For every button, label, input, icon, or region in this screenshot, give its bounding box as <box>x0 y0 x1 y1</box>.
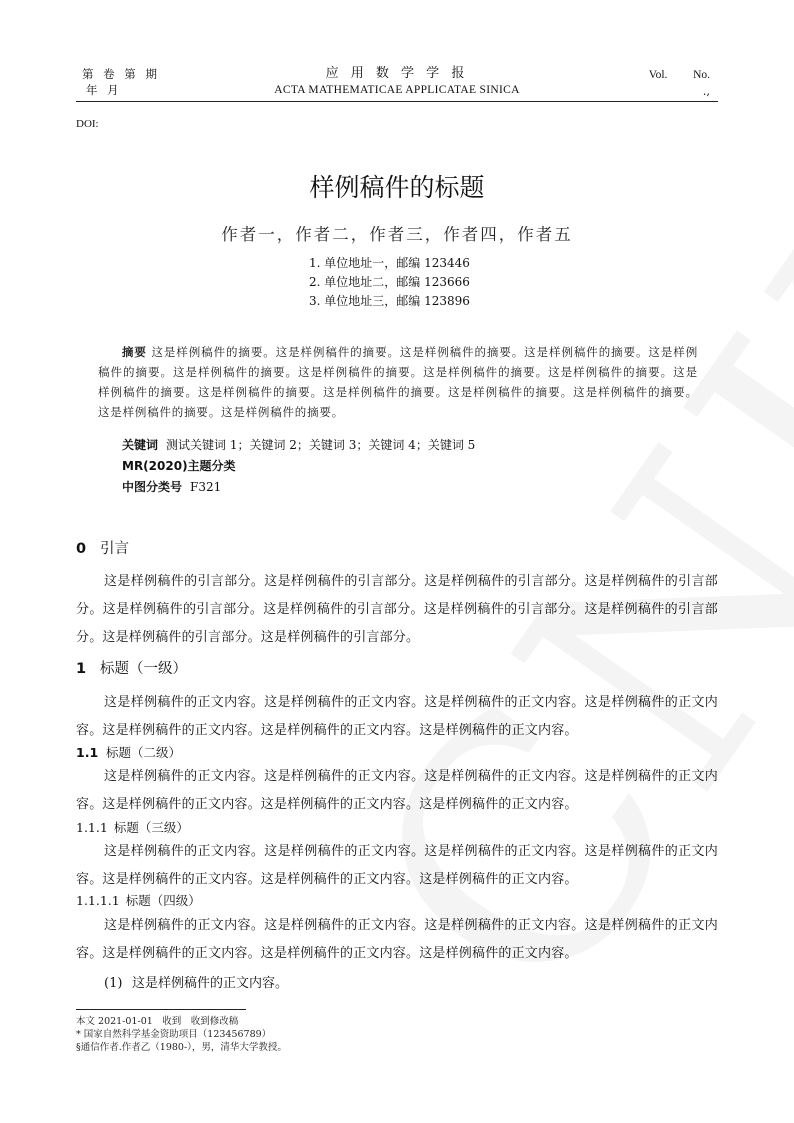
author-list: 作者一，作者二，作者三，作者四，作者五 <box>221 225 573 244</box>
header-rule <box>76 101 718 102</box>
header-vol-no <box>631 66 710 99</box>
subsection-number: 1.1.1.1 <box>76 893 120 908</box>
enum-number: (1) <box>104 976 123 991</box>
mr-class-row <box>122 456 475 477</box>
subsection-heading-1-1 <box>76 743 181 761</box>
enumerated-item <box>104 972 288 991</box>
enum-text: 这是样例稿件的正文内容。 <box>132 976 289 991</box>
paragraph-section-1: 这是样例稿件的正文内容。这是样例稿件的正文内容。这是样例稿件的正文内容。这是样例稿件的正文内容。这是样例稿件的正文内容。这是样例稿件的正文内容。这是样例稿件的正文内容。 <box>76 695 718 738</box>
abstract <box>98 342 698 422</box>
subsection-heading-1-1-1-1 <box>76 891 201 909</box>
paragraph-section-1-1-1-1: 这是样例稿件的正文内容。这是样例稿件的正文内容。这是样例稿件的正文内容。这是样例稿件的正文内容。这是样例稿件的正文内容。这是样例稿件的正文内容。这是样例稿件的正文内容。 <box>76 918 718 961</box>
section-number: 1 <box>76 661 87 677</box>
section-heading-1 <box>76 657 187 678</box>
journal-name-cn: 应 用 数 学 学 报 <box>325 66 469 81</box>
no-label: No. <box>693 69 710 81</box>
subsection-heading-1-1-1 <box>76 818 189 836</box>
affiliation-item: 1. 单位地址一，邮编 123446 <box>309 256 470 270</box>
footnote-funding: * 国家自然科学基金资助项目（123456789） <box>76 1029 272 1040</box>
paragraph-section-1-1-1: 这是样例稿件的正文内容。这是样例稿件的正文内容。这是样例稿件的正文内容。这是样例稿件的正文内容。这是样例稿件的正文内容。这是样例稿件的正文内容。这是样例稿件的正文内容。 <box>76 844 718 887</box>
keywords-text: 测试关键词 1；关键词 2；关键词 3；关键词 4；关键词 5 <box>166 438 476 452</box>
footnotes <box>76 1015 287 1054</box>
vol-label: Vol. <box>648 69 668 81</box>
affiliation-item: 2. 单位地址二，邮编 123666 <box>309 275 470 289</box>
footnote-corresponding: §通信作者.作者乙（1980-），男，清华大学教授。 <box>76 1042 287 1053</box>
paragraph-section-1-1: 这是样例稿件的正文内容。这是样例稿件的正文内容。这是样例稿件的正文内容。这是样例稿件的正文内容。这是样例稿件的正文内容。这是样例稿件的正文内容。这是样例稿件的正文内容。 <box>76 769 718 812</box>
subsection-title: 标题（三级） <box>113 820 189 835</box>
affiliation-list <box>309 254 470 311</box>
keywords-row <box>122 435 475 456</box>
header-right-line2: ., <box>702 84 710 98</box>
mr-class-label: MR(2020)主题分类 <box>122 459 236 473</box>
section-number: 0 <box>76 541 87 557</box>
section-heading-intro <box>76 537 129 558</box>
footnote-received: 本文 2021-01-01 收到 收到修改稿 <box>76 1016 239 1027</box>
subsection-title: 标题（二级） <box>106 745 182 760</box>
section-title: 引言 <box>100 541 129 557</box>
paragraph-intro: 这是样例稿件的引言部分。这是样例稿件的引言部分。这是样例稿件的引言部分。这是样例稿件的引言部分。这是样例稿件的引言部分。这是样例稿件的引言部分。这是样例稿件的引言部分。这是样例稿件的引言部分。这是样例稿件的引言部分。这是样例稿件的引言部分。 <box>76 574 718 645</box>
footnote-rule <box>76 1009 246 1010</box>
header-volume-issue: 第 卷 第 期 <box>82 67 160 81</box>
abstract-text: 这是样例稿件的摘要。这是样例稿件的摘要。这是样例稿件的摘要。这是样例稿件的摘要。这是样例稿件的摘要。这是样例稿件的摘要。这是样例稿件的摘要。这是样例稿件的摘要。这是样例稿件的摘要。这是样例稿件的摘要。这是样例稿件的摘要。这是样例稿件的摘要。这是样例稿件的摘要。这是样例稿件的摘要。这是样例稿件的摘要。这是样例稿件的摘要。 <box>98 345 698 419</box>
journal-name-en: ACTA MATHEMATICAE APPLICATAE SINICA <box>274 84 520 96</box>
subsection-number: 1.1 <box>76 745 99 760</box>
subsection-number: 1.1.1 <box>76 820 108 835</box>
paper-title: 样例稿件的标题 <box>309 173 485 202</box>
abstract-label: 摘要 <box>122 345 147 359</box>
keywords-label: 关键词 <box>122 438 159 452</box>
header-year-month: 年 月 <box>86 83 122 97</box>
doi-label: DOI: <box>76 118 99 130</box>
affiliation-item: 3. 单位地址三，邮编 123896 <box>309 294 470 308</box>
subsection-title: 标题（四级） <box>125 893 201 908</box>
paper-metadata <box>122 435 475 498</box>
clc-text: F321 <box>190 480 222 494</box>
clc-row <box>122 477 475 498</box>
section-title: 标题（一级） <box>100 661 187 677</box>
clc-label: 中图分类号 <box>122 480 183 494</box>
